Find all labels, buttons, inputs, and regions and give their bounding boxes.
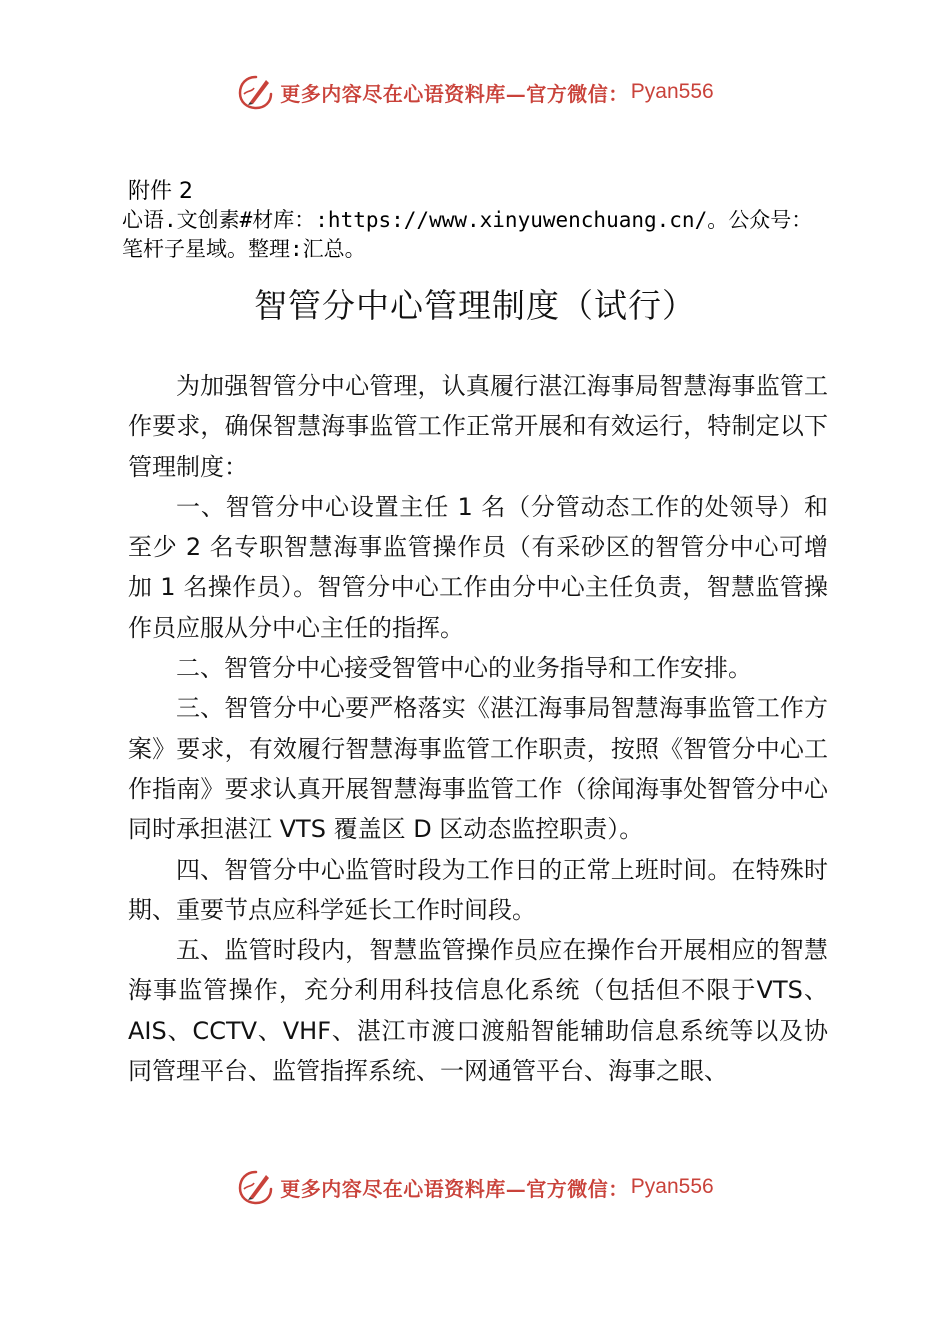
banner-wechat-id: Pyan556 (630, 80, 714, 103)
document-body (128, 366, 828, 1091)
banner-text: 更多内容尽在心语资料库—官方微信： (280, 81, 629, 106)
paragraph-3: 三、智管分中心要严格落实《湛江海事局智慧海事监管工作方案》要求，有效履行智慧海事监管工作职责，按照《智管分中心工作指南》要求认真开展智慧海事监管工作（徐闻海事处智管分中心同时承担湛江 VTS 覆盖区 D 区动态监控职责）。 (128, 694, 828, 844)
header-banner (0, 70, 950, 114)
document-title: 智管分中心管理制度（试行） (254, 286, 696, 325)
quill-pen-logo-icon (236, 1167, 276, 1207)
paragraph-2: 二、智管分中心接受智管中心的业务指导和工作安排。 (176, 654, 752, 683)
banner-text: 更多内容尽在心语资料库—官方微信： (280, 1176, 629, 1201)
paragraph-1: 一、智管分中心设置主任 1 名（分管动态工作的处领导）和至少 2 名专职智慧海事监管操作员（有采砂区的智管分中心可增加 1 名操作员）。智管分中心工作由分中心主任负责，智慧监管操作员应服从分中心主任的指挥。 (128, 492, 828, 642)
paragraph-intro: 为加强智管分中心管理，认真履行湛江海事局智慧海事监管工作要求，确保智慧海事监管工作正常开展和有效运行，特制定以下管理制度： (128, 372, 828, 481)
paragraph-5: 五、监管时段内，智慧监管操作员应在操作台开展相应的智慧海事监管操作，充分利用科技信息化系统（包括但不限于VTS、AIS、CCTV、VHF、湛江市渡口渡船智能辅助信息系统等以及协同管理平台、监管指挥系统、一网通管平台、海事之眼、 (128, 936, 828, 1086)
source-note: 心语.文创素#材库：:https://www.xinyuwenchuang.cn/。公众号：笔杆子星域。整理:汇总。 (122, 208, 813, 261)
banner-wechat-id: Pyan556 (630, 1175, 714, 1198)
paragraph-4: 四、智管分中心监管时段为工作日的正常上班时间。在特殊时期、重要节点应科学延长工作时间段。 (128, 855, 828, 924)
attachment-label: 附件 2 (128, 179, 193, 204)
quill-pen-logo-icon (236, 72, 276, 112)
footer-banner (0, 1165, 950, 1209)
